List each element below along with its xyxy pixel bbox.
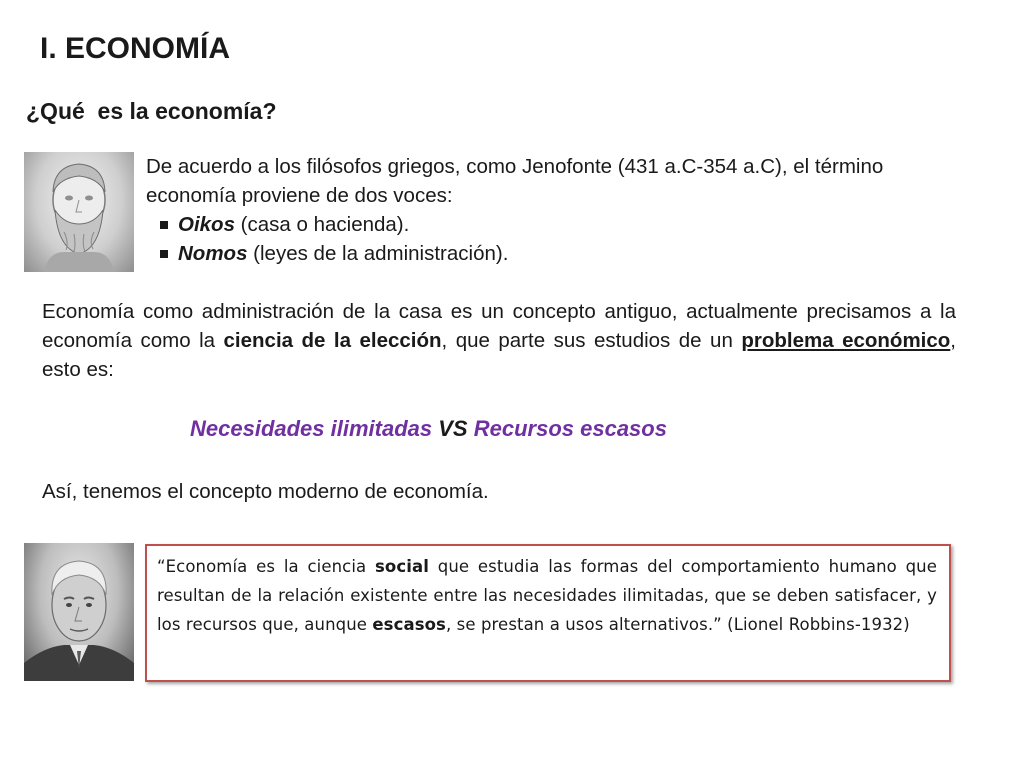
robbins-quote-box [145,544,951,682]
list-item [160,210,976,239]
term-oikos: Oikos [178,213,235,236]
paragraph-text: , que parte sus estudios de un [441,329,742,352]
robbins-quote [157,552,937,639]
slide-title: I. ECONOMÍA [40,32,231,65]
paragraph-text: Economía como administración de la casa es un concepto antiguo, actualmente precisamos a la economía como la [42,300,956,352]
quote-text: que estudia las formas del comportamiento humano que resultan de la relación existente entre las necesidades ilimitadas, que se deben satisfacer, y los recursos que, aunque [157,557,937,634]
list-item [160,239,976,268]
quote-bold-scarce: escasos [372,615,446,634]
slide-subtitle: ¿Qué es la economía? [26,98,277,124]
intro-sentence: De acuerdo a los filósofos griegos, como Jenofonte (431 a.C-354 a.C), el término economía proviene de dos voces: [146,155,884,207]
underlined-phrase-problem: problema económico [741,329,951,352]
versus-statement [190,416,667,442]
paragraph-text: , esto es: [42,329,956,381]
quote-text: , se prestan a usos alternativos.” (Lionel Robbins-1932) [445,615,910,634]
term-nomos-description: (leyes de la administración). [247,242,509,265]
square-bullet-icon [160,250,168,258]
square-bullet-icon [160,221,168,229]
term-oikos-description: (casa o hacienda). [234,213,410,236]
definition-paragraph [42,297,956,384]
bold-phrase-choice: ciencia de la elección [223,329,442,352]
unlimited-needs: Necesidades ilimitadas [190,416,433,441]
term-nomos: Nomos [178,242,248,265]
conclusion-text: Así, tenemos el concepto moderno de economía. [42,480,489,503]
etymology-list [146,210,976,268]
lionel-robbins-portrait-image [24,543,134,681]
quote-text: “Economía es la ciencia [157,557,376,576]
greek-philosopher-bust-image [24,152,134,272]
bust-illustration [24,152,134,272]
portrait-illustration [24,543,134,681]
scarce-resources: Recursos escasos [473,416,667,441]
intro-block [146,152,976,268]
quote-bold-social: social [375,557,429,576]
versus-label: VS [438,416,468,441]
